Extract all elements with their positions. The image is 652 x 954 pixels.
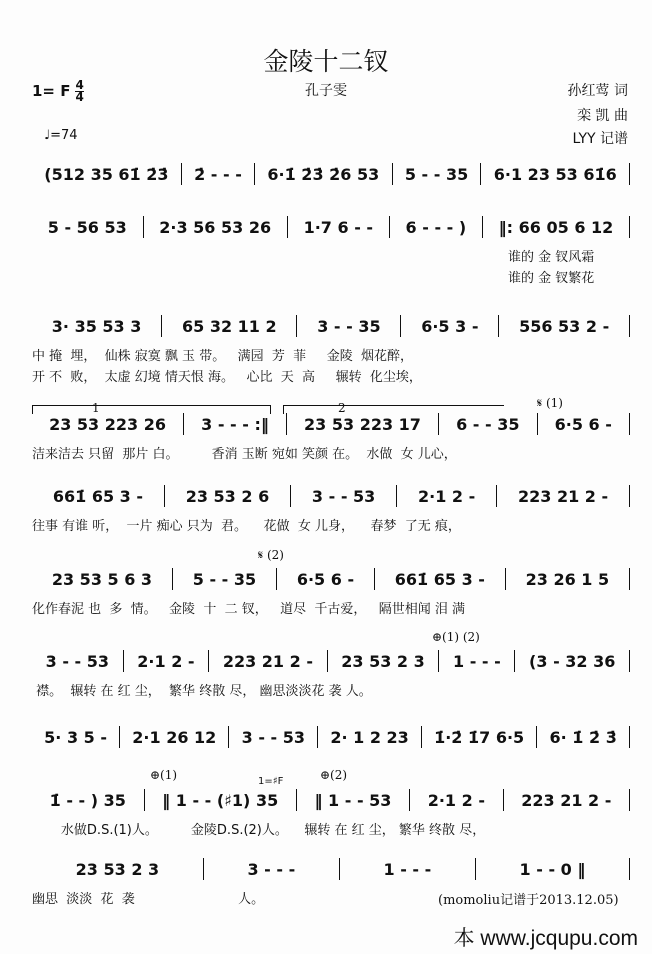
measure: ‖: 66 05 6 12 xyxy=(498,217,614,237)
lyric-line: 水做D.S.(1)人。 金陵D.S.(2)人。 辗转 在 红 尘， 繁华 终散 尽， xyxy=(32,823,486,838)
measure: ‖ 1 - - 53 xyxy=(314,790,392,810)
staff-row xyxy=(32,726,630,748)
measure: (3 - 32 36 xyxy=(529,651,616,671)
measure: 2· 1 2 23 xyxy=(330,727,409,747)
measure: 3· 35 53 3 xyxy=(51,316,142,336)
staff-row xyxy=(32,315,630,337)
volta-1: 1 xyxy=(92,401,100,415)
measure: 223 21 2 - xyxy=(222,651,313,671)
measure: ‖ 1 - - (♯1) 35 xyxy=(162,790,279,810)
lyric-line: 谁的 金 钗风霜 xyxy=(508,250,595,265)
lyric-line: 襟。 辗转 在 红 尘， 繁华 终散 尽， 幽思淡淡花 袭 人。 xyxy=(32,684,372,699)
measure: 6·1 23 53 61̇6 xyxy=(493,164,617,184)
measure: 1 - - - xyxy=(383,859,432,879)
measure: 1 - - 0 ‖ xyxy=(519,859,586,879)
lyric-line: 幽思 淡淡 花 袭 人。 xyxy=(32,892,265,907)
lyric-line: 谁的 金 钗繁花 xyxy=(508,271,595,286)
measure: 23 53 5 6 3 xyxy=(51,569,153,589)
measure: 223 21 2 - xyxy=(521,790,612,810)
barline xyxy=(629,163,630,185)
measure: 2·1 26 12 xyxy=(132,727,217,747)
measure: 1·7 6 - - xyxy=(303,217,374,237)
measure: 5 - 56 53 xyxy=(47,217,127,237)
measure: 23 53 2 3 xyxy=(75,859,160,879)
barline xyxy=(629,789,630,811)
transcription-note: (momoliu记谱于2013.12.05) xyxy=(438,893,619,908)
measure: 6 - - - ) xyxy=(405,217,467,237)
key: 1= F xyxy=(32,82,71,100)
measure: 23 53 2 6 xyxy=(185,486,270,506)
staff-row xyxy=(32,789,630,811)
staff-row xyxy=(32,485,630,507)
measure: 1̇ - - ) 35 xyxy=(49,790,126,810)
barline xyxy=(629,726,630,748)
measure: 23 53 223 17 xyxy=(304,414,421,434)
measure: 6·1̇ 2̇3̇ 2̇6 53 xyxy=(267,164,380,184)
singer: 孔子雯 xyxy=(305,83,347,99)
composer: 栾 凯 曲 xyxy=(577,108,628,124)
coda-1-2: ⊕(1) (2) xyxy=(432,630,480,644)
time-den: 4 xyxy=(75,90,84,104)
barline xyxy=(629,413,630,435)
measure: 23 26 1 5 xyxy=(525,569,610,589)
lyricist: 孙红莺 词 xyxy=(567,83,628,99)
measure: 2̇ - - - xyxy=(194,164,242,184)
measure: 2·1 2 - xyxy=(427,790,485,810)
measure: 3 - - - :‖ xyxy=(201,414,269,434)
measure: 1̇·2̇ 1̇7 6·5 xyxy=(434,727,525,747)
staff-row xyxy=(32,413,630,435)
lyric-line: 洁来洁去 只留 那片 白。 香消 玉断 宛如 笑颜 在。 水做 女 儿心， xyxy=(32,447,457,462)
measure: 5 - - 35 xyxy=(192,569,257,589)
song-title: 金陵十二钗 xyxy=(263,47,389,76)
measure: 2·1 2 - xyxy=(418,486,476,506)
measure: 23 53 2 3 xyxy=(341,651,425,671)
staff-row xyxy=(32,216,630,238)
time-signature xyxy=(75,80,83,103)
segno-2: 𝄋 (2) xyxy=(258,548,284,562)
tempo: ♩=74 xyxy=(44,128,78,143)
staff-row xyxy=(32,858,630,880)
measure: 1 - - - xyxy=(453,651,501,671)
watermark: 本 www.jcqupu.com xyxy=(453,927,638,950)
barline xyxy=(629,485,630,507)
barline xyxy=(629,315,630,337)
measure: 23 53 223 26 xyxy=(49,414,166,434)
barline xyxy=(629,568,630,590)
measure: 6·5 3 - xyxy=(421,316,479,336)
measure: 6·5 6 - xyxy=(296,569,355,589)
coda-1: ⊕(1) xyxy=(150,768,178,782)
measure: 2·3 56 53 26 xyxy=(159,217,272,237)
measure: 2·1 2 - xyxy=(137,651,195,671)
measure: 5· 3 5 - xyxy=(44,727,107,747)
staff-row xyxy=(32,163,630,185)
measure: 661̇ 65 3 - xyxy=(394,569,485,589)
coda-2: ⊕(2) xyxy=(320,768,348,782)
measure: 6· 1̇ 2̇ 3̇ xyxy=(549,727,617,747)
lyric-line: 中 掩 埋， 仙株 寂寞 飘 玉 带。 满园 芳 菲 金陵 烟花醉， xyxy=(32,349,414,364)
measure: 3 - - 53 xyxy=(45,651,110,671)
measure: 3 - - - xyxy=(247,859,296,879)
measure: 556 53 2 - xyxy=(519,316,610,336)
key-signature xyxy=(32,80,84,103)
measure: 223 21 2 - xyxy=(517,486,609,506)
staff-row xyxy=(32,568,630,590)
lyric-line: 往事 有谁 听， 一片 痴心 只为 君。 花做 女 儿身， 春梦 了无 痕， xyxy=(32,519,461,534)
measure: 3 - - 53 xyxy=(241,727,306,747)
lyric-line: 开 不 败， 太虚 幻境 情天恨 海。 心比 天 高 辗转 化尘埃， xyxy=(32,370,422,385)
modulation: 1=♯F xyxy=(258,776,284,787)
barline xyxy=(629,650,630,672)
measure: (512 35 61̇ 2̇3̇ xyxy=(44,164,169,184)
measure: 3 - - 53 xyxy=(311,486,376,506)
measure: 661̇ 65 3 - xyxy=(52,486,143,506)
barline xyxy=(629,858,630,880)
measure: 6·5 6 - xyxy=(554,414,612,434)
transcriber: LYY 记谱 xyxy=(572,131,628,147)
barline xyxy=(629,216,630,238)
staff-row xyxy=(32,650,630,672)
measure: 3 - - 35 xyxy=(317,316,381,336)
time-num: 4 xyxy=(75,78,84,92)
volta-2: 2 xyxy=(338,401,346,415)
segno-1: 𝄋 (1) xyxy=(537,396,563,410)
measure: 5 - - 35 xyxy=(404,164,469,184)
lyric-line: 化作春泥 也 多 情。 金陵 十 二 钗， 道尽 千古爱， 隔世相闻 泪 满 xyxy=(32,602,466,617)
measure: 6 - - 35 xyxy=(456,414,520,434)
measure: 65 32 11 2 xyxy=(181,316,277,336)
